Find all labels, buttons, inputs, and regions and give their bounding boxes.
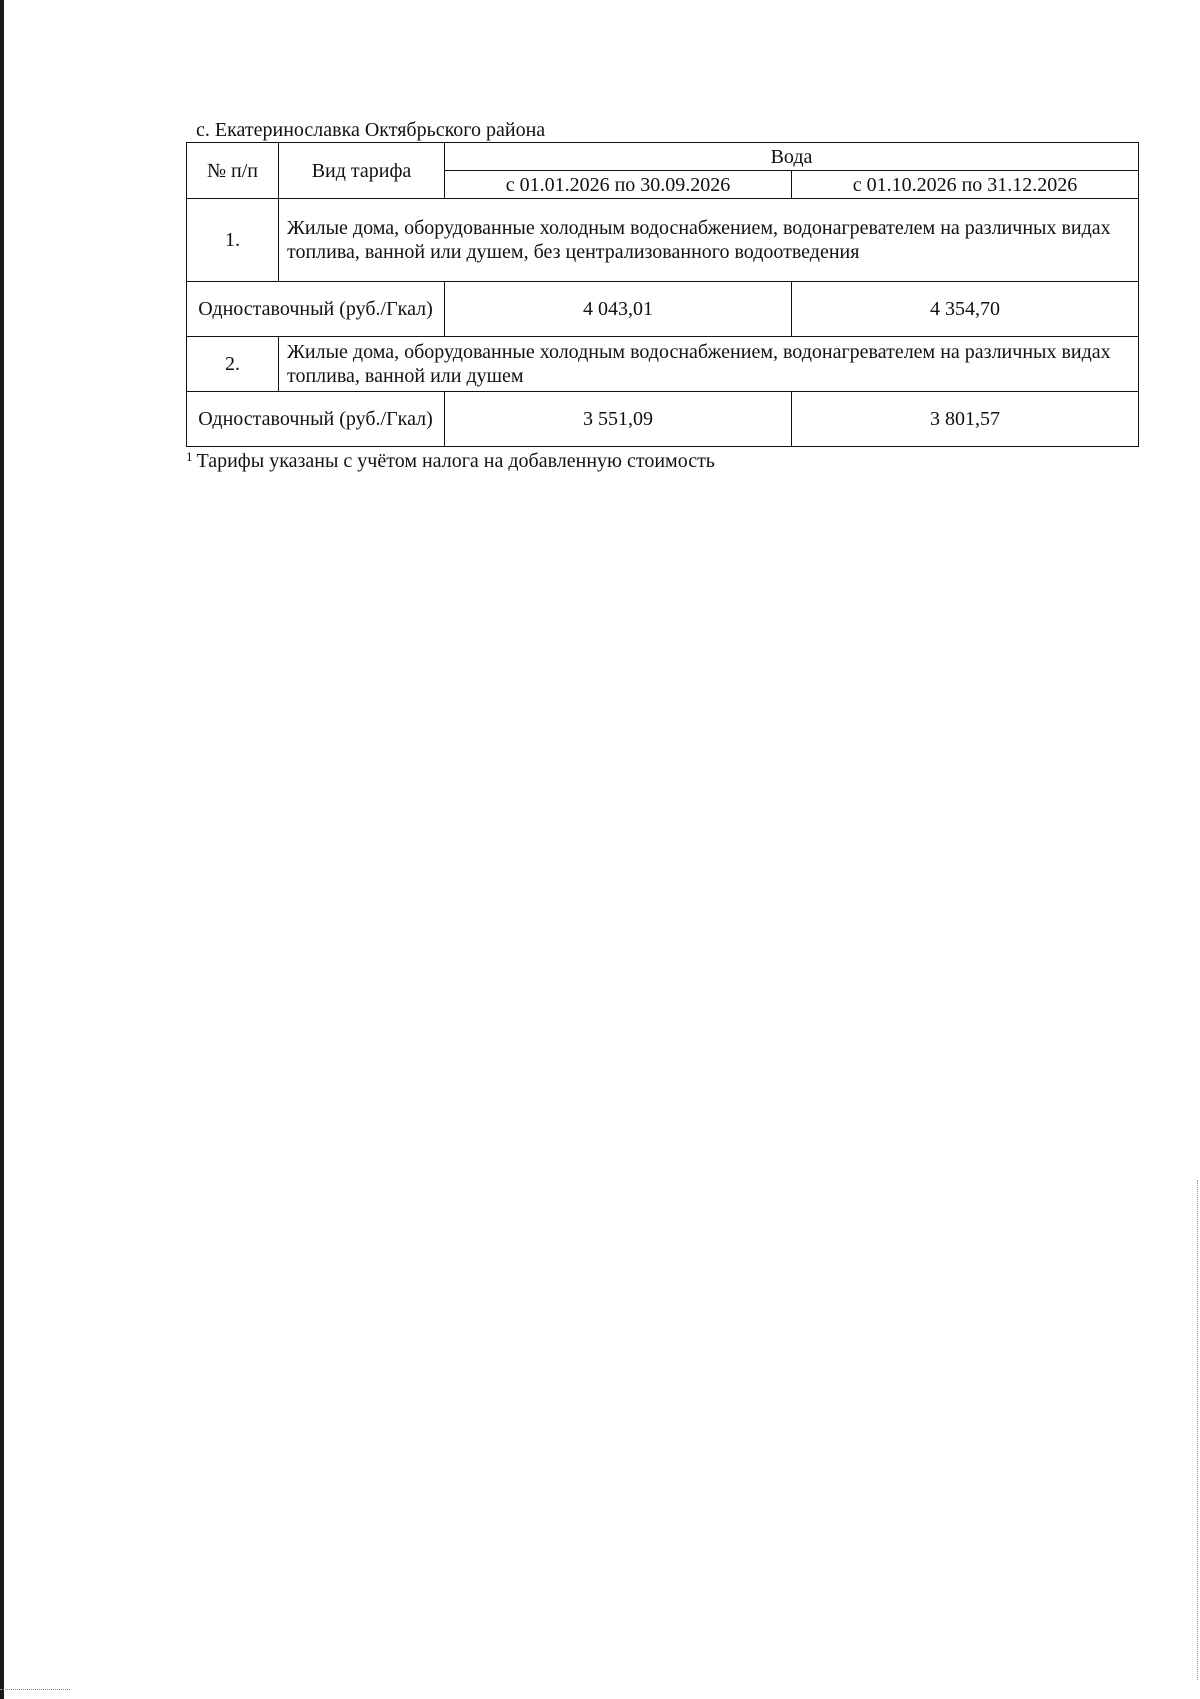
column-header-period-1: с 01.01.2026 по 30.09.2026	[445, 171, 792, 199]
section-description: Жилые дома, оборудованные холодным водоснабжением, водонагревателем на различных видах топлива, ванной или душем	[279, 337, 1139, 392]
document-page	[186, 118, 1138, 475]
section-description: Жилые дома, оборудованные холодным водоснабжением, водонагревателем на различных видах топлива, ванной или душем, без централизованного водоотведения	[279, 199, 1139, 282]
column-header-number: № п/п	[187, 143, 279, 199]
rate-label: Одноставочный (руб./Гкал)	[187, 282, 445, 337]
section-number: 2.	[187, 337, 279, 392]
table-header-row	[187, 143, 1139, 171]
scan-border-left	[0, 0, 4, 1699]
scan-border-bottom	[0, 1689, 70, 1691]
tariff-table	[186, 142, 1139, 447]
footnote	[186, 449, 1138, 475]
tariff-value-period-1: 4 043,01	[445, 282, 792, 337]
table-row	[187, 199, 1139, 282]
section-number: 1.	[187, 199, 279, 282]
rate-label: Одноставочный (руб./Гкал)	[187, 392, 445, 447]
table-row	[187, 337, 1139, 392]
tariff-value-period-2: 3 801,57	[792, 392, 1139, 447]
location-heading: с. Екатеринославка Октябрьского района	[196, 119, 546, 141]
column-header-tariff-type: Вид тарифа	[279, 143, 445, 199]
column-group-header-water: Вода	[445, 143, 1139, 171]
table-row	[187, 282, 1139, 337]
tariff-value-period-1: 3 551,09	[445, 392, 792, 447]
column-header-period-2: с 01.10.2026 по 31.12.2026	[792, 171, 1139, 199]
scan-border-right	[1196, 1180, 1198, 1680]
footnote-text: Тарифы указаны с учётом налога на добавленную стоимость	[196, 450, 715, 472]
footnote-marker: 1	[186, 449, 193, 464]
table-row	[187, 392, 1139, 447]
tariff-value-period-2: 4 354,70	[792, 282, 1139, 337]
